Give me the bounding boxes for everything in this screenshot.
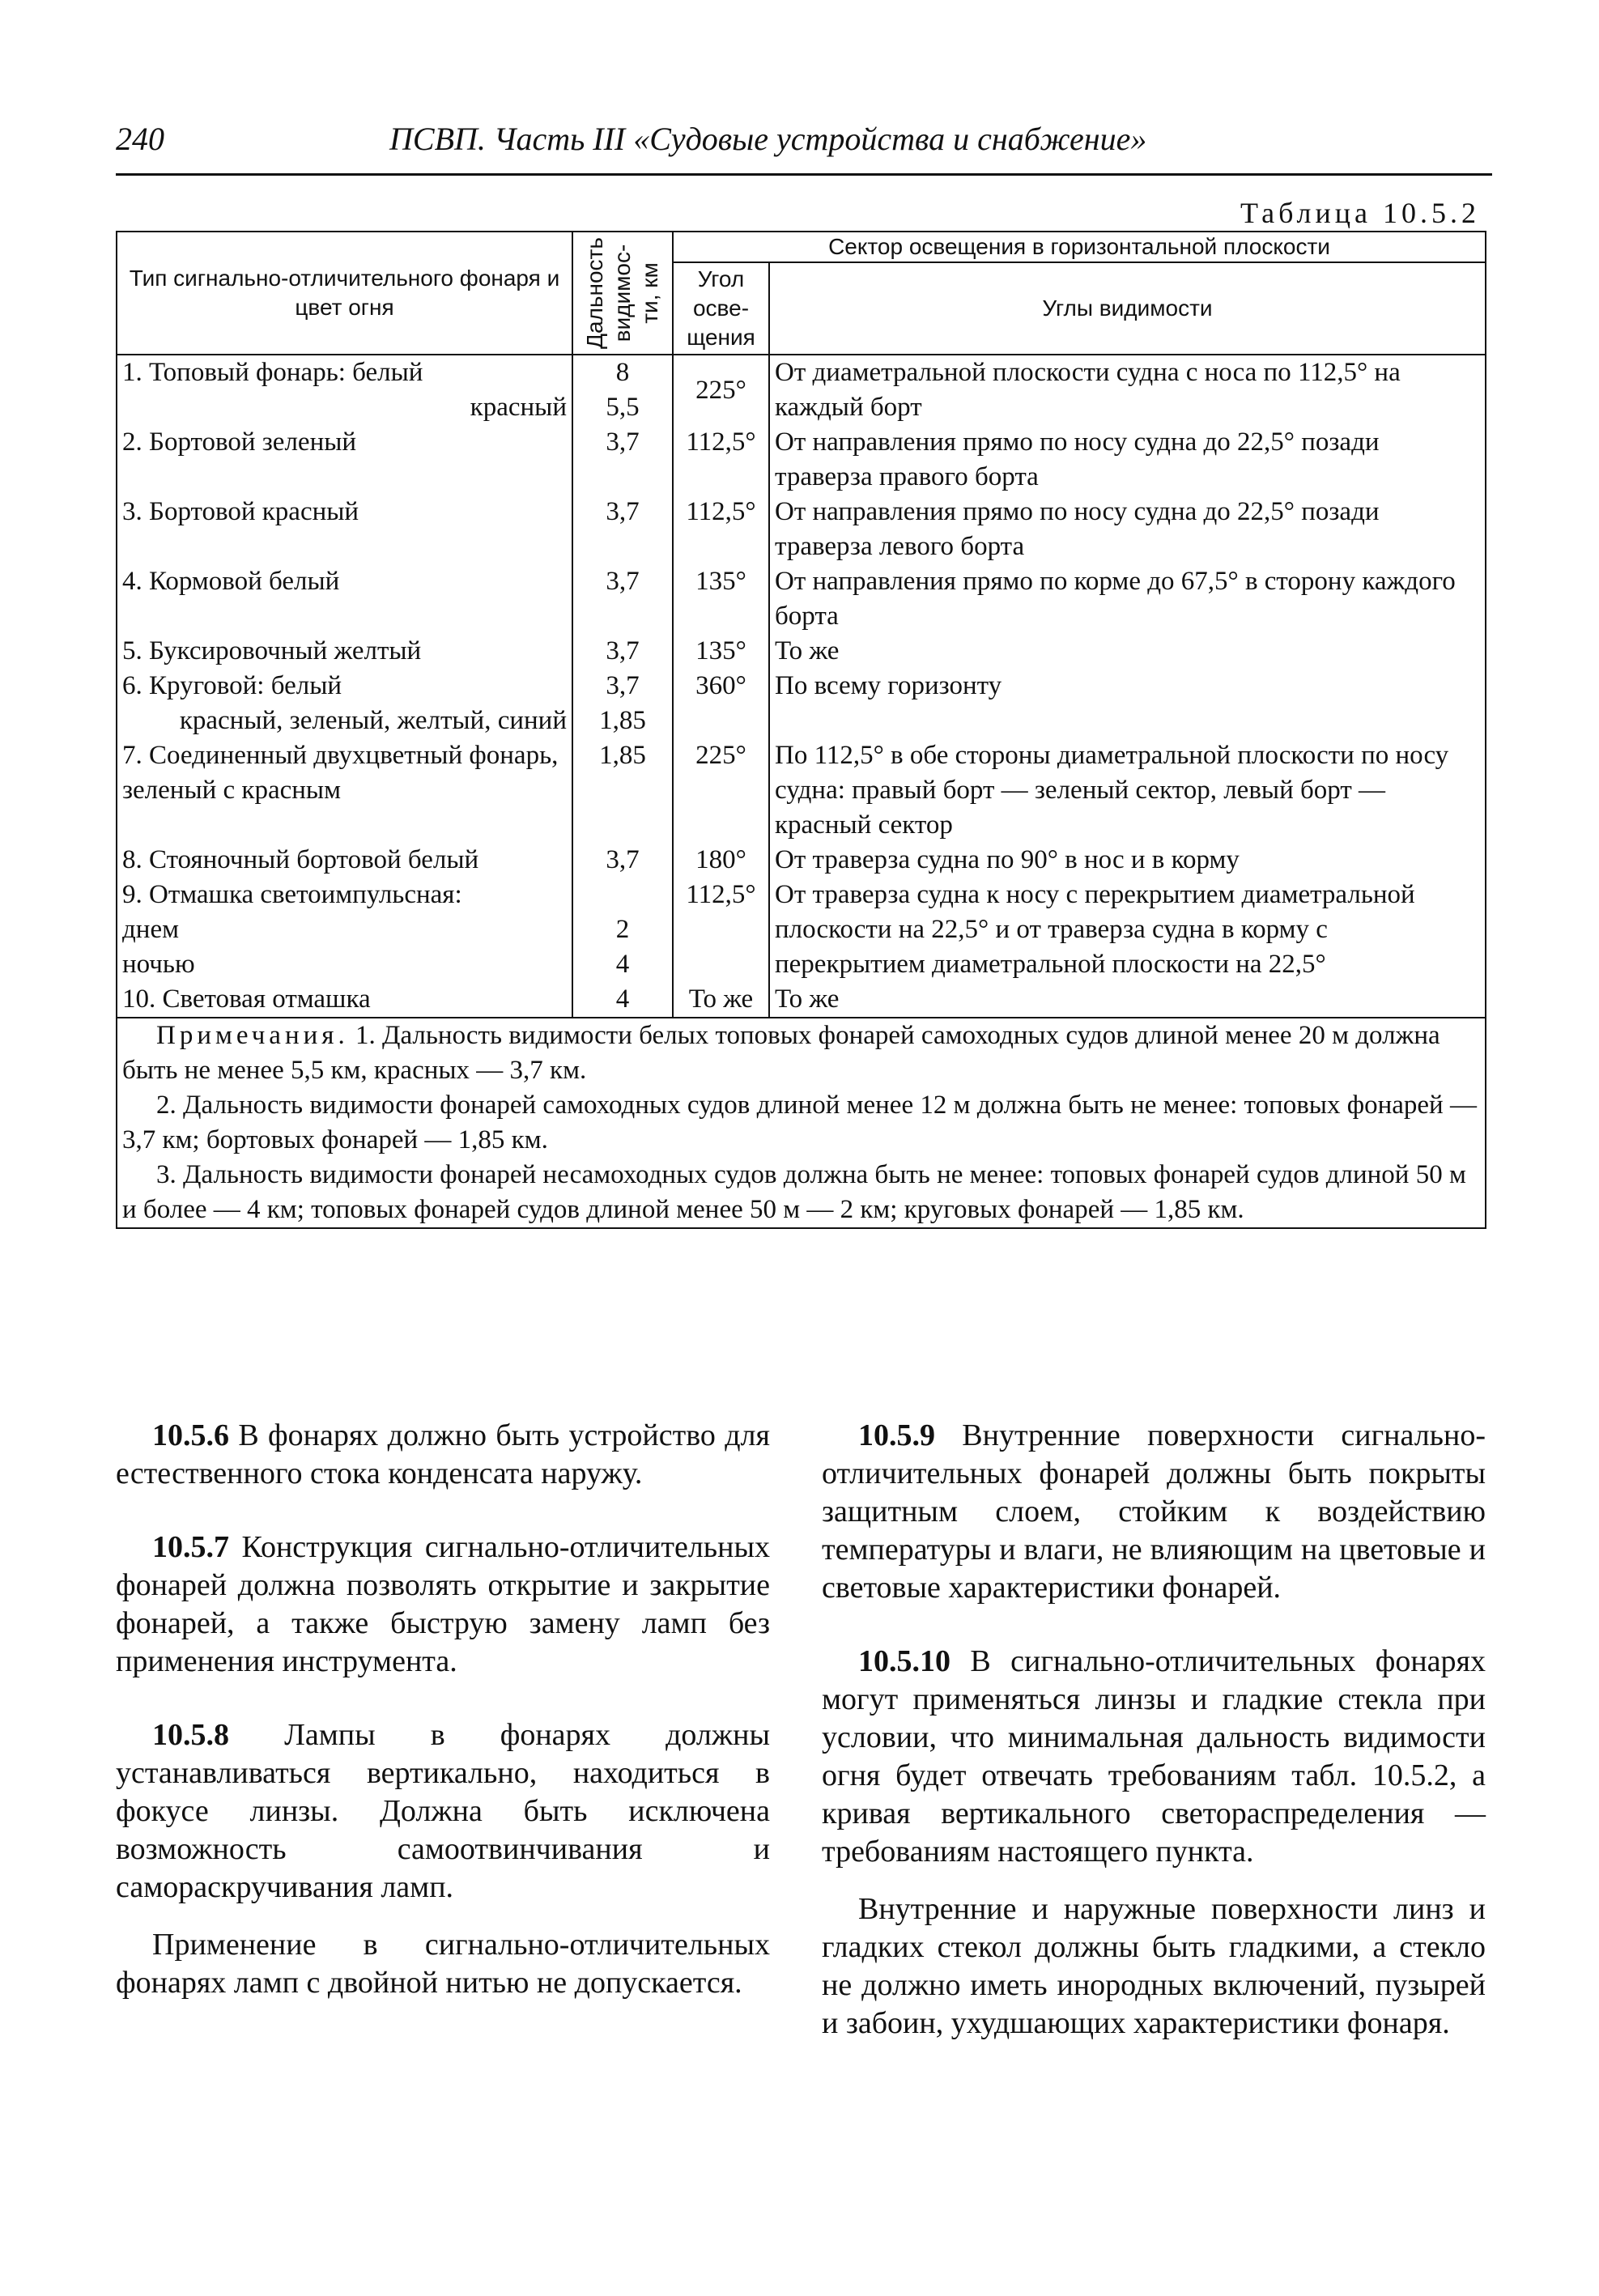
table-row (117, 495, 1486, 564)
row-description: От направления прямо по носу судна до 22,5° позади траверза левого борта (769, 495, 1486, 564)
note-1-text: 1. Дальность видимости белых топовых фонарей самоходных судов длиной менее 20 м должна быть не менее 5,5 км, красных — 3,7 км. (122, 1021, 1440, 1085)
row-type: 6. Круговой: белый (117, 669, 572, 704)
row-angle: 225° (673, 738, 769, 843)
header-sector: Сектор освещения в горизонтальной плоскости (673, 232, 1486, 262)
header-visibility (572, 232, 673, 355)
table-row (117, 564, 1486, 634)
row-type: 9. Отмашка светоимпульсная: (117, 878, 572, 912)
row-visibility: 3,7 (572, 669, 673, 704)
row-visibility: 3,7 (572, 495, 673, 564)
table-row (117, 878, 1486, 912)
row-type: 5. Буксировочный желтый (117, 634, 572, 669)
left-column (116, 1417, 770, 2038)
right-column (822, 1417, 1486, 2078)
row-visibility: 3,7 (572, 564, 673, 634)
row-description (769, 704, 1486, 738)
row-angle (673, 704, 769, 738)
table-row (117, 355, 1486, 390)
notes-cell (117, 1018, 1486, 1228)
table-row (117, 425, 1486, 495)
row-type: 2. Бортовой зеленый (117, 425, 572, 495)
row-angle: То же (673, 982, 769, 1018)
clause-number: 10.5.6 (152, 1418, 229, 1452)
table-notes (117, 1018, 1486, 1228)
signal-lights-table (116, 231, 1486, 1229)
clause-text: В сигнально-отличительных фонарях могут применяться линзы и гладкие стекла при условии, что минимальная дальность видимости огня будет отвечать требованиям табл. 10.5.2, а кривая вертикального светораспределения — требованиям настоящего пункта. (822, 1644, 1486, 1869)
header-angles: Углы видимости (769, 262, 1486, 355)
table-caption: Таблица 10.5.2 (1240, 197, 1480, 229)
row-type: 3. Бортовой красный (117, 495, 572, 564)
clause-number: 10.5.8 (152, 1718, 229, 1752)
row-visibility: 3,7 (572, 843, 673, 878)
clause-text: Конструкция сигнально-отличительных фонарей должна позволять открытие и закрытие фонарей, а также быструю замену ламп без применения инструмента. (116, 1530, 771, 1678)
paragraph-10-5-8 (116, 1716, 770, 1907)
row-angle: 225° (673, 355, 769, 425)
header-angle: Угол осве-щения (673, 262, 769, 355)
row-description: По всему горизонту (769, 669, 1486, 704)
clause-number: 10.5.9 (858, 1418, 935, 1452)
clause-text: Лампы в фонарях должны устанавливаться вертикально, находиться в фокусе линзы. Должна быть исключена возможность самоотвинчивания и самораскручивания ламп. (116, 1718, 771, 1904)
row-description: От траверза судна по 90° в нос и в корму (769, 843, 1486, 878)
row-visibility: 2 (572, 912, 673, 947)
row-type: красный, зеленый, желтый, синий (117, 704, 572, 738)
notes-label: Примечания. (156, 1021, 349, 1050)
page-number: 240 (116, 121, 164, 157)
row-description: От направления прямо по корме до 67,5° в сторону каждого борта (769, 564, 1486, 634)
row-description: По 112,5° в обе стороны диаметральной плоскости по носу судна: правый борт — зеленый сектор, левый борт — красный сектор (769, 738, 1486, 843)
row-visibility: 3,7 (572, 634, 673, 669)
row-type: 1. Топовый фонарь: белый (117, 355, 572, 390)
row-description: От направления прямо по носу судна до 22,5° позади траверза правого борта (769, 425, 1486, 495)
clause-number: 10.5.10 (858, 1644, 950, 1678)
table-row (117, 634, 1486, 669)
table-row (117, 669, 1486, 704)
row-angle: 360° (673, 669, 769, 704)
row-type: 4. Кормовой белый (117, 564, 572, 634)
row-angle: 112,5° (673, 878, 769, 982)
table-row (117, 843, 1486, 878)
table-row (117, 982, 1486, 1018)
row-visibility: 3,7 (572, 425, 673, 495)
row-description: От траверза судна к носу с перекрытием диаметральной плоскости на 22,5° и от траверза судна в корму с перекрытием диаметральной плоскости на 22,5° (769, 878, 1486, 982)
row-description: То же (769, 634, 1486, 669)
row-angle: 112,5° (673, 425, 769, 495)
row-description: От диаметральной плоскости судна с носа по 112,5° на каждый борт (769, 355, 1486, 425)
header-type: Тип сигнально-отличительного фонаря и цвет огня (117, 232, 572, 355)
page-header (116, 120, 1492, 176)
header-visibility-text: Дальность видимос-ти, км (582, 237, 662, 349)
note-1 (122, 1018, 1480, 1088)
paragraph-10-5-10-cont: Внутренние и наружные поверхности линз и гладких стекол должны быть гладкими, а стекло не должно иметь инородных включений, пузырей и забоин, ухудшающих характеристики фонаря. (822, 1892, 1486, 2040)
row-type: красный (117, 390, 572, 425)
row-visibility: 1,85 (572, 738, 673, 843)
running-title: ПСВП. Часть III «Судовые устройства и снабжение» (389, 121, 1147, 157)
row-visibility: 4 (572, 947, 673, 982)
row-description: То же (769, 982, 1486, 1018)
row-angle: 112,5° (673, 495, 769, 564)
row-type: ночью (117, 947, 572, 982)
note-3: 3. Дальность видимости фонарей несамоходных судов должна быть не менее: топовых фонарей судов длиной 50 м и более — 4 км; топовых фонарей судов длиной менее 50 м — 2 км; круговых фонарей — 1,85 км. (122, 1160, 1466, 1224)
clause-number: 10.5.7 (152, 1530, 229, 1564)
row-type: 10. Световая отмашка (117, 982, 572, 1018)
row-visibility: 4 (572, 982, 673, 1018)
row-visibility: 5,5 (572, 390, 673, 425)
paragraph-10-5-7 (116, 1529, 770, 1681)
row-angle: 135° (673, 564, 769, 634)
row-type: 8. Стояночный бортовой белый (117, 843, 572, 878)
row-visibility (572, 878, 673, 912)
row-type: 7. Соединенный двухцветный фонарь, зеленый с красным (117, 738, 572, 843)
paragraph-10-5-10 (822, 1643, 1486, 1871)
clause-text: В фонарях должно быть устройство для естественного стока конденсата наружу. (116, 1418, 770, 1490)
paragraph-10-5-9 (822, 1417, 1486, 1607)
row-visibility: 1,85 (572, 704, 673, 738)
row-angle: 135° (673, 634, 769, 669)
paragraph-10-5-8-cont: Применение в сигнально-отличительных фонарях ламп с двойной нитью не допускается. (116, 1928, 770, 2000)
note-2: 2. Дальность видимости фонарей самоходных судов длиной менее 12 м должна быть не менее: топовых фонарей — 3,7 км; бортовых фонарей — 1,85 км. (122, 1091, 1477, 1154)
table-row (117, 738, 1486, 843)
paragraph-10-5-6 (116, 1417, 770, 1493)
row-angle: 180° (673, 843, 769, 878)
table-row (117, 704, 1486, 738)
row-visibility: 8 (572, 355, 673, 390)
row-type: днем (117, 912, 572, 947)
clause-text: Внутренние поверхности сигнально-отличительных фонарей должны быть покрыты защитным слоем, стойким к воздействию температуры и влаги, не влияющим на цветовые и световые характеристики фонарей. (822, 1418, 1486, 1605)
